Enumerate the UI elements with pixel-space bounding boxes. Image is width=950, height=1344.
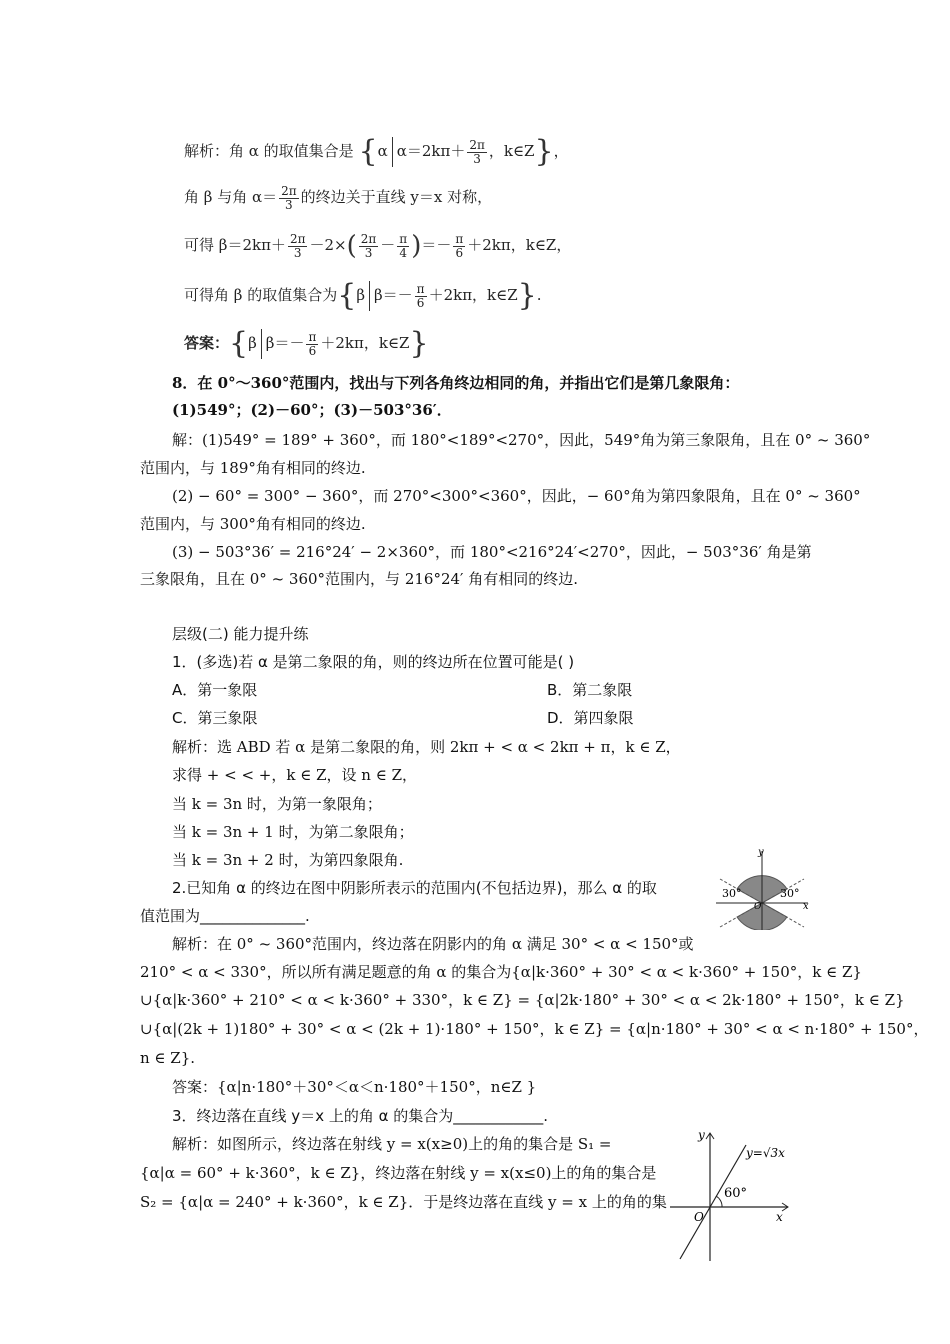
- y-label: y: [698, 1128, 705, 1142]
- x-label: x: [803, 901, 809, 912]
- level2-q1: 1．(多选)若 α 是第二象限的角，则的终边所在位置可能是( ): [172, 653, 575, 671]
- text: ＋2kπ，k∈Z: [320, 334, 410, 352]
- q3-line-1: 3．终边落在直线 y＝x 上的角 α 的集合为____________.: [172, 1107, 549, 1125]
- option-d: D．第四象限: [547, 709, 634, 727]
- option-c: C．第三象限: [172, 709, 258, 727]
- text: ，k∈Z: [488, 142, 535, 160]
- text: 角 α 的取值集合是: [229, 142, 354, 160]
- line-y-sqrt3x: [680, 1145, 746, 1259]
- level2-heading: 层级(二) 能力提升练: [172, 625, 309, 643]
- q8-sol-1b: 范围内，与 189°角有相同的终边.: [140, 459, 366, 477]
- fraction: $\frac{2\pi}{3}$: [360, 231, 377, 260]
- q2-answer: 答案：{α|n·180°＋30°＜α＜n·180°＋150°，n∈Z }: [172, 1078, 537, 1096]
- angle-arc: [716, 1196, 722, 1207]
- angle-right-label: 30°: [780, 887, 800, 900]
- q3-sol-3: S₂ = {α|α = 240° + k·360°，k ∈ Z}．于是终边落在直线 y = x 上的角的集: [140, 1193, 667, 1211]
- line-label: y=√3x: [746, 1146, 785, 1160]
- right-brace: }: [517, 278, 537, 313]
- set-bar: [261, 329, 262, 359]
- option-a: A．第一象限: [172, 681, 258, 699]
- level2-sol-2: 求得 + < < +，k ∈ Z，设 n ∈ Z，: [172, 766, 417, 784]
- top-answer: [184, 328, 429, 359]
- q8-sol-1a: 解：(1)549° = 189° + 360°，而 180°<189°<270°，因此，549°角为第三象限角，且在 0° ~ 360°: [172, 431, 871, 449]
- left-brace: {: [229, 326, 249, 361]
- y-label: y: [758, 847, 764, 858]
- fraction: $\frac{2\pi}{3}$: [469, 137, 485, 166]
- text: 角 β 与角 α＝: [184, 188, 278, 206]
- q3-figure: [666, 1125, 796, 1265]
- answer-label: 答案：: [184, 334, 230, 352]
- set-var: α: [377, 142, 388, 160]
- top-line-2: [184, 182, 492, 212]
- text: 可得角 β 的取值集合为: [184, 286, 338, 304]
- top-line-1: [184, 136, 569, 167]
- set-var: β: [248, 334, 257, 352]
- fraction: $\frac{\pi}{6}$: [455, 231, 464, 260]
- top-line-3: [184, 230, 571, 261]
- q8-sol-3a: (3) − 503°36′ = 216°24′ − 2×360°，而 180°<216°24′<270°，因此，− 503°36′ 角是第: [172, 543, 812, 561]
- q2-line-2: 值范围为______________.: [140, 907, 310, 925]
- q2-figure: [712, 845, 812, 930]
- q8-title: 8．在 0°～360°范围内，找出与下列各角终边相同的角，并指出它们是第几象限角：: [172, 374, 740, 392]
- set-bar: [392, 137, 393, 167]
- level2-sol-4: 当 k = 3n + 1 时，为第二象限角；: [172, 823, 414, 841]
- fraction: $\frac{2\pi}{3}$: [289, 231, 306, 260]
- right-brace: }: [409, 326, 429, 361]
- q8-sol-2b: 范围内，与 300°角有相同的终边.: [140, 515, 366, 533]
- angle-label: 60°: [724, 1186, 748, 1201]
- fraction: $\frac{\pi}{6}$: [416, 281, 425, 310]
- text: .: [536, 286, 542, 304]
- fraction: $\frac{\pi}{6}$: [308, 329, 317, 358]
- paren-left: (: [346, 231, 357, 261]
- q2-sol-2: 210° < α < 330°，所以所有满足题意的角 α 的集合为{α|k·360° + 30° < α < k·360° + 150°，k ∈ Z}: [140, 963, 862, 981]
- text: ＋2kπ，k∈Z，: [467, 236, 572, 254]
- x-label: x: [776, 1210, 783, 1224]
- q8-sol-2a: (2) − 60° = 300° − 360°，而 270°<300°<360°，因此，− 60°角为第四象限角，且在 0° ~ 360°: [172, 487, 861, 505]
- text: β＝－: [373, 286, 413, 304]
- text: β＝－: [265, 334, 305, 352]
- q3-sol-2: {α|α = 60° + k·360°，k ∈ Z}，终边落在射线 y = x(x≤0)上的角的集合是: [140, 1164, 657, 1182]
- q2-sol-3: ∪{α|k·360° + 210° < α < k·360° + 330°，k ∈ Z} = {α|2k·180° + 30° < α < 2k·180° + 150°，k ∈ Z}: [140, 991, 905, 1009]
- right-brace: }: [534, 134, 554, 169]
- level2-sol-1: 解析：选 ABD 若 α 是第二象限的角，则 2kπ + < α < 2kπ + π，k ∈ Z，: [172, 738, 681, 756]
- text: 可得 β＝2kπ＋: [184, 236, 286, 254]
- angle-left-label: 30°: [722, 887, 742, 900]
- text: ，: [553, 142, 569, 160]
- q2-sol-1: 解析：在 0° ~ 360°范围内，终边落在阴影内的角 α 满足 30° < α < 150°或: [172, 935, 694, 953]
- left-brace: {: [358, 134, 378, 169]
- fraction: $\frac{\pi}{4}$: [399, 231, 408, 260]
- level2-sol-3: 当 k = 3n 时，为第一象限角；: [172, 795, 382, 813]
- set-bar: [369, 281, 370, 311]
- option-b: B．第二象限: [547, 681, 633, 699]
- text: －: [380, 236, 396, 254]
- origin-label: O: [694, 1210, 704, 1224]
- fraction: $\frac{2\pi}{3}$: [281, 183, 297, 212]
- q2-line-1: 2.已知角 α 的终边在图中阴影所表示的范围内(不包括边界)，那么 α 的取: [172, 879, 657, 897]
- text: ＝－: [421, 236, 452, 254]
- paren-right: ): [411, 231, 422, 261]
- level2-sol-5: 当 k = 3n + 2 时，为第四象限角.: [172, 851, 404, 869]
- q2-sol-5: n ∈ Z}.: [140, 1049, 196, 1067]
- q3-sol-1: 解析：如图所示，终边落在射线 y = x(x≥0)上的角的集合是 S₁ =: [172, 1135, 612, 1153]
- left-brace: {: [337, 278, 357, 313]
- solution-label: 解析：: [184, 142, 230, 160]
- text: －2×: [309, 236, 347, 254]
- q8-items: (1)549°；(2)－60°；(3)－503°36′．: [172, 401, 452, 419]
- text: α＝2kπ＋: [396, 142, 466, 160]
- text: ＋2kπ，k∈Z: [428, 286, 518, 304]
- q2-sol-4: ∪{α|(2k + 1)180° + 30° < α < (2k + 1)·180° + 150°，k ∈ Z} = {α|n·180° + 30° < α < n·180° + 150°，: [140, 1020, 929, 1038]
- top-line-4: [184, 280, 542, 311]
- set-var: β: [356, 286, 365, 304]
- q8-sol-3b: 三象限角，且在 0° ~ 360°范围内，与 216°24′ 角有相同的终边.: [140, 570, 578, 588]
- text: 的终边关于直线 y＝x 对称，: [300, 188, 493, 206]
- origin-label: O: [754, 902, 762, 912]
